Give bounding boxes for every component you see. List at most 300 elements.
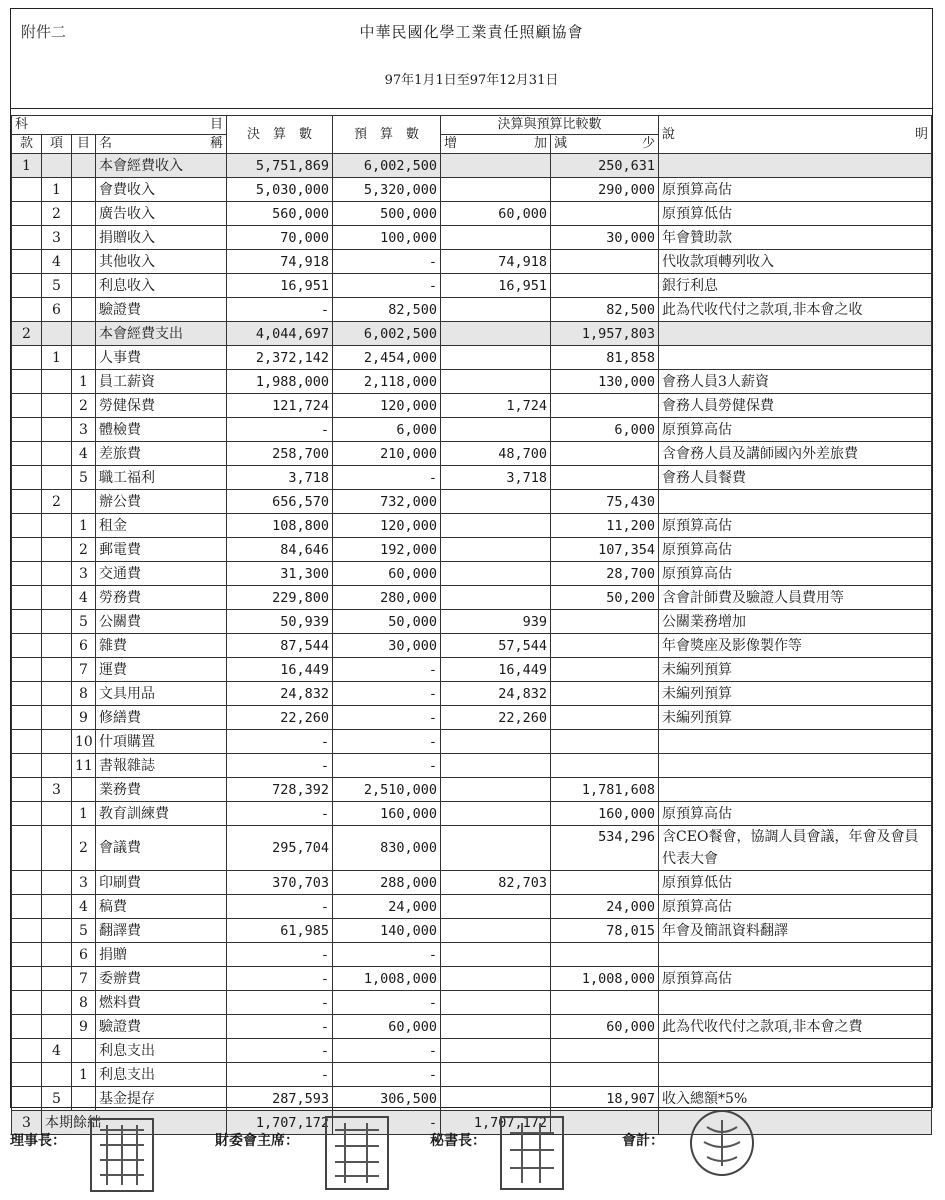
increase-cell: [441, 346, 551, 370]
item-name: 驗證費: [96, 298, 227, 322]
decrease-cell: 130,000: [551, 370, 659, 394]
report-header: [11, 9, 932, 109]
item-name: 利息支出: [96, 1063, 227, 1087]
kuan-cell: [12, 1063, 42, 1087]
budget-cell: 60,000: [333, 562, 441, 586]
table-row: [12, 298, 932, 322]
table-row: [12, 991, 932, 1015]
decrease-cell: 1,008,000: [551, 967, 659, 991]
xiang-cell: [42, 154, 72, 178]
table-row: [12, 538, 932, 562]
mu-cell: 10: [72, 730, 96, 754]
table-row: [12, 394, 932, 418]
kuan-cell: [12, 562, 42, 586]
secretary-seal: [500, 1116, 564, 1190]
increase-cell: 60,000: [441, 202, 551, 226]
item-name: 勞務費: [96, 586, 227, 610]
kuan-cell: [12, 490, 42, 514]
table-row: [12, 274, 932, 298]
actual-cell: 50,939: [227, 610, 333, 634]
item-name: 什項購置: [96, 730, 227, 754]
kuan-cell: [12, 895, 42, 919]
budget-cell: 140,000: [333, 919, 441, 943]
item-name: 廣告收入: [96, 202, 227, 226]
name-header: 名 稱: [96, 135, 227, 154]
note-cell: 原預算高估: [659, 418, 932, 442]
mu-cell: 1: [72, 514, 96, 538]
increase-cell: [441, 514, 551, 538]
note-cell: 公關業務增加: [659, 610, 932, 634]
table-row: [12, 706, 932, 730]
table-row: [12, 178, 932, 202]
budget-cell: -: [333, 1039, 441, 1063]
xiang-cell: [42, 538, 72, 562]
xiang-cell: [42, 802, 72, 826]
note-cell: [659, 943, 932, 967]
item-name: 教育訓練費: [96, 802, 227, 826]
xiang-cell: 6: [42, 298, 72, 322]
table-row: [12, 370, 932, 394]
actual-cell: 370,703: [227, 871, 333, 895]
increase-cell: [441, 754, 551, 778]
budget-cell: -: [333, 466, 441, 490]
actual-cell: 5,030,000: [227, 178, 333, 202]
actual-cell: 258,700: [227, 442, 333, 466]
decrease-header: 減 少: [551, 135, 659, 154]
budget-cell: -: [333, 991, 441, 1015]
item-name: 交通費: [96, 562, 227, 586]
mu-cell: [72, 202, 96, 226]
xiang-cell: 2: [42, 490, 72, 514]
decrease-cell: [551, 1063, 659, 1087]
increase-cell: [441, 490, 551, 514]
increase-cell: [441, 802, 551, 826]
mu-cell: 11: [72, 754, 96, 778]
item-name: 體檢費: [96, 418, 227, 442]
note-cell: 原預算高估: [659, 802, 932, 826]
note-header: 說 明: [659, 116, 932, 154]
note-cell: [659, 730, 932, 754]
increase-cell: [441, 1087, 551, 1111]
budget-cell: 120,000: [333, 394, 441, 418]
xiang-cell: [42, 919, 72, 943]
note-cell: 未編列預算: [659, 658, 932, 682]
actual-cell: -: [227, 967, 333, 991]
note-cell: 會務人員勞健保費: [659, 394, 932, 418]
mu-cell: [72, 346, 96, 370]
note-cell: 含CEO餐會，協調人員會議，年會及會員代表大會: [659, 826, 932, 871]
actual-cell: 295,704: [227, 826, 333, 871]
budget-cell: 2,510,000: [333, 778, 441, 802]
mu-cell: 8: [72, 991, 96, 1015]
accountant-label: 會計：: [622, 1133, 664, 1149]
note-cell: [659, 346, 932, 370]
mu-cell: 6: [72, 634, 96, 658]
xiang-cell: [42, 826, 72, 871]
item-name: 驗證費: [96, 1015, 227, 1039]
item-name: 委辦費: [96, 967, 227, 991]
decrease-cell: 11,200: [551, 514, 659, 538]
actual-header: 決 算 數: [227, 116, 333, 154]
kuan-cell: [12, 943, 42, 967]
kuan-cell: [12, 991, 42, 1015]
decrease-cell: [551, 943, 659, 967]
mu-cell: [72, 778, 96, 802]
actual-cell: 61,985: [227, 919, 333, 943]
note-cell: 此為代收代付之款項,非本會之費: [659, 1015, 932, 1039]
mu-cell: 6: [72, 943, 96, 967]
mu-cell: 2: [72, 826, 96, 871]
xiang-cell: 4: [42, 1039, 72, 1063]
budget-cell: 120,000: [333, 514, 441, 538]
table-row: [12, 826, 932, 871]
increase-cell: [441, 967, 551, 991]
kuan-cell: [12, 706, 42, 730]
mu-cell: [72, 154, 96, 178]
note-cell: 年會獎座及影像製作等: [659, 634, 932, 658]
note-cell: [659, 778, 932, 802]
xiang-cell: [42, 562, 72, 586]
decrease-cell: 107,354: [551, 538, 659, 562]
decrease-cell: 75,430: [551, 490, 659, 514]
actual-cell: 87,544: [227, 634, 333, 658]
increase-cell: 1,707,172: [441, 1111, 551, 1135]
chairman-label: 理事長：: [10, 1133, 66, 1149]
organization-title: 中華民國化學工業責任照顧協會: [359, 23, 584, 41]
item-name: 其他收入: [96, 250, 227, 274]
xiang-cell: [42, 370, 72, 394]
xiang-cell: [42, 466, 72, 490]
kuan-cell: [12, 967, 42, 991]
compare-header: 決算與預算比較數: [441, 116, 659, 135]
kuan-cell: 1: [12, 154, 42, 178]
kuan-cell: [12, 802, 42, 826]
kuan-cell: [12, 919, 42, 943]
note-cell: 會務人員3人薪資: [659, 370, 932, 394]
decrease-cell: [551, 706, 659, 730]
decrease-cell: 30,000: [551, 226, 659, 250]
kuan-cell: [12, 610, 42, 634]
mu-cell: 8: [72, 682, 96, 706]
finance-chair-label: 財委會主席：: [215, 1133, 299, 1149]
table-row: [12, 634, 932, 658]
item-name: 捐贈: [96, 943, 227, 967]
decrease-cell: 290,000: [551, 178, 659, 202]
decrease-cell: 1,781,608: [551, 778, 659, 802]
actual-cell: 4,044,697: [227, 322, 333, 346]
report-page: [10, 8, 933, 1131]
mu-cell: 9: [72, 706, 96, 730]
actual-cell: 287,593: [227, 1087, 333, 1111]
mu-cell: [72, 322, 96, 346]
table-row: [12, 895, 932, 919]
kuan-cell: [12, 634, 42, 658]
item-name: 翻譯費: [96, 919, 227, 943]
kuan-cell: [12, 418, 42, 442]
actual-cell: 3,718: [227, 466, 333, 490]
note-cell: 原預算高估: [659, 538, 932, 562]
actual-cell: 31,300: [227, 562, 333, 586]
kuan-cell: [12, 226, 42, 250]
xiang-cell: [42, 895, 72, 919]
kuan-cell: [12, 178, 42, 202]
budget-cell: 100,000: [333, 226, 441, 250]
xiang-header: 項: [42, 135, 72, 154]
kuan-cell: [12, 298, 42, 322]
decrease-cell: 60,000: [551, 1015, 659, 1039]
table-row: [12, 730, 932, 754]
increase-cell: 16,449: [441, 658, 551, 682]
kuan-cell: [12, 826, 42, 871]
note-cell: 此為代收代付之款項,非本會之收: [659, 298, 932, 322]
table-row: [12, 754, 932, 778]
signature-row: [10, 1120, 933, 1180]
decrease-cell: 160,000: [551, 802, 659, 826]
kuan-cell: [12, 274, 42, 298]
budget-cell: 830,000: [333, 826, 441, 871]
increase-cell: 24,832: [441, 682, 551, 706]
note-cell: [659, 322, 932, 346]
item-name: 職工福利: [96, 466, 227, 490]
actual-cell: 22,260: [227, 706, 333, 730]
table-row: [12, 154, 932, 178]
increase-cell: [441, 1015, 551, 1039]
decrease-cell: [551, 991, 659, 1015]
xiang-cell: 3: [42, 226, 72, 250]
kuan-cell: [12, 514, 42, 538]
kuan-cell: 3: [12, 1111, 42, 1135]
chairman-seal: [90, 1118, 154, 1192]
table-row: [12, 490, 932, 514]
table-row: [12, 562, 932, 586]
budget-cell: -: [333, 1111, 441, 1135]
xiang-cell: [42, 610, 72, 634]
xiang-cell: [42, 871, 72, 895]
item-name: 書報雜誌: [96, 754, 227, 778]
budget-cell: 1,008,000: [333, 967, 441, 991]
increase-cell: 74,918: [441, 250, 551, 274]
xiang-cell: [42, 442, 72, 466]
budget-cell: -: [333, 274, 441, 298]
increase-header: 增 加: [441, 135, 551, 154]
table-body: [12, 154, 932, 1135]
mu-cell: 3: [72, 562, 96, 586]
table-header: [12, 116, 932, 154]
xiang-cell: [42, 706, 72, 730]
item-name: 辦公費: [96, 490, 227, 514]
actual-cell: 2,372,142: [227, 346, 333, 370]
increase-cell: [441, 538, 551, 562]
item-name: 租金: [96, 514, 227, 538]
actual-cell: 121,724: [227, 394, 333, 418]
table-row: [12, 658, 932, 682]
decrease-cell: 50,200: [551, 586, 659, 610]
decrease-cell: [551, 871, 659, 895]
mu-cell: 1: [72, 802, 96, 826]
budget-cell: -: [333, 706, 441, 730]
budget-cell: 732,000: [333, 490, 441, 514]
budget-cell: -: [333, 1063, 441, 1087]
mu-cell: [72, 226, 96, 250]
increase-cell: [441, 778, 551, 802]
kuan-cell: [12, 586, 42, 610]
decrease-cell: [551, 754, 659, 778]
table-row: [12, 1015, 932, 1039]
xiang-cell: 5: [42, 274, 72, 298]
table-row: [12, 226, 932, 250]
actual-cell: -: [227, 1063, 333, 1087]
increase-cell: 48,700: [441, 442, 551, 466]
increase-cell: [441, 895, 551, 919]
budget-cell: -: [333, 943, 441, 967]
item-name: 修繕費: [96, 706, 227, 730]
decrease-cell: [551, 730, 659, 754]
mu-cell: [72, 298, 96, 322]
budget-cell: 192,000: [333, 538, 441, 562]
table-row: [12, 1087, 932, 1111]
mu-cell: 4: [72, 586, 96, 610]
kuan-cell: [12, 466, 42, 490]
increase-cell: [441, 322, 551, 346]
xiang-cell: [42, 682, 72, 706]
xiang-cell: 1: [42, 178, 72, 202]
actual-cell: -: [227, 991, 333, 1015]
actual-cell: -: [227, 418, 333, 442]
increase-cell: [441, 1039, 551, 1063]
report-period: 97年1月1日至97年12月31日: [384, 73, 559, 88]
table-row: [12, 202, 932, 226]
mu-cell: 4: [72, 895, 96, 919]
actual-cell: -: [227, 802, 333, 826]
budget-cell: -: [333, 730, 441, 754]
actual-cell: 108,800: [227, 514, 333, 538]
note-cell: [659, 490, 932, 514]
mu-cell: [72, 250, 96, 274]
note-cell: 年會贊助款: [659, 226, 932, 250]
decrease-cell: [551, 250, 659, 274]
kuan-cell: [12, 346, 42, 370]
xiang-cell: [42, 514, 72, 538]
budget-cell: -: [333, 682, 441, 706]
kuan-cell: [12, 682, 42, 706]
budget-cell: -: [333, 250, 441, 274]
xiang-cell: [42, 967, 72, 991]
mu-cell: 7: [72, 658, 96, 682]
item-name: 燃料費: [96, 991, 227, 1015]
note-cell: 原預算高估: [659, 514, 932, 538]
note-cell: 原預算高估: [659, 895, 932, 919]
decrease-cell: 250,631: [551, 154, 659, 178]
item-name: 郵電費: [96, 538, 227, 562]
note-cell: 年會及簡訊資料翻譯: [659, 919, 932, 943]
item-name: 本會經費支出: [96, 322, 227, 346]
mu-cell: [72, 274, 96, 298]
budget-cell: 280,000: [333, 586, 441, 610]
kuan-cell: [12, 730, 42, 754]
note-cell: 含會務人員及講師國內外差旅費: [659, 442, 932, 466]
xiang-cell: [42, 991, 72, 1015]
table-row: [12, 1063, 932, 1087]
xiang-cell: [42, 634, 72, 658]
decrease-cell: 6,000: [551, 418, 659, 442]
decrease-cell: 18,907: [551, 1087, 659, 1111]
xiang-cell: 5: [42, 1087, 72, 1111]
budget-cell: 500,000: [333, 202, 441, 226]
actual-cell: -: [227, 1039, 333, 1063]
note-cell: 銀行利息: [659, 274, 932, 298]
table-row: [12, 682, 932, 706]
increase-cell: [441, 730, 551, 754]
budget-cell: -: [333, 658, 441, 682]
decrease-cell: 78,015: [551, 919, 659, 943]
mu-cell: [72, 1087, 96, 1111]
table-row: [12, 346, 932, 370]
decrease-cell: 28,700: [551, 562, 659, 586]
kuan-cell: [12, 778, 42, 802]
xiang-cell: 1: [42, 346, 72, 370]
item-name: 利息支出: [96, 1039, 227, 1063]
increase-cell: 82,703: [441, 871, 551, 895]
table-row: [12, 871, 932, 895]
decrease-cell: 24,000: [551, 895, 659, 919]
budget-cell: 2,118,000: [333, 370, 441, 394]
kuan-cell: [12, 1015, 42, 1039]
actual-cell: 1,707,172: [227, 1111, 333, 1135]
note-cell: 原預算低估: [659, 871, 932, 895]
note-cell: 代收款項轉列收入: [659, 250, 932, 274]
decrease-cell: 81,858: [551, 346, 659, 370]
table-row: [12, 442, 932, 466]
budget-cell: 6,002,500: [333, 154, 441, 178]
actual-cell: -: [227, 1015, 333, 1039]
budget-cell: 30,000: [333, 634, 441, 658]
kuan-header: 款: [12, 135, 42, 154]
item-name: 利息收入: [96, 274, 227, 298]
budget-cell: 306,500: [333, 1087, 441, 1111]
budget-cell: -: [333, 754, 441, 778]
item-name: 勞健保費: [96, 394, 227, 418]
item-name: 稿費: [96, 895, 227, 919]
xiang-cell: 4: [42, 250, 72, 274]
attachment-label: 附件二: [21, 23, 67, 41]
item-name: 會議費: [96, 826, 227, 871]
note-cell: [659, 1039, 932, 1063]
actual-cell: 728,392: [227, 778, 333, 802]
mu-cell: [72, 1039, 96, 1063]
xiang-cell: [42, 586, 72, 610]
table-row: [12, 967, 932, 991]
budget-cell: 160,000: [333, 802, 441, 826]
actual-cell: -: [227, 943, 333, 967]
item-name: 差旅費: [96, 442, 227, 466]
decrease-cell: 534,296: [551, 826, 659, 871]
mu-cell: 2: [72, 394, 96, 418]
item-name: 印刷費: [96, 871, 227, 895]
xiang-cell: 2: [42, 202, 72, 226]
actual-cell: 1,988,000: [227, 370, 333, 394]
increase-cell: [441, 586, 551, 610]
actual-cell: 70,000: [227, 226, 333, 250]
increase-cell: [441, 418, 551, 442]
budget-cell: 50,000: [333, 610, 441, 634]
secretary-label: 秘書長：: [430, 1133, 486, 1149]
actual-cell: 560,000: [227, 202, 333, 226]
mu-cell: 3: [72, 418, 96, 442]
note-cell: 未編列預算: [659, 706, 932, 730]
increase-cell: 22,260: [441, 706, 551, 730]
item-name: 公關費: [96, 610, 227, 634]
table-row: [12, 1039, 932, 1063]
